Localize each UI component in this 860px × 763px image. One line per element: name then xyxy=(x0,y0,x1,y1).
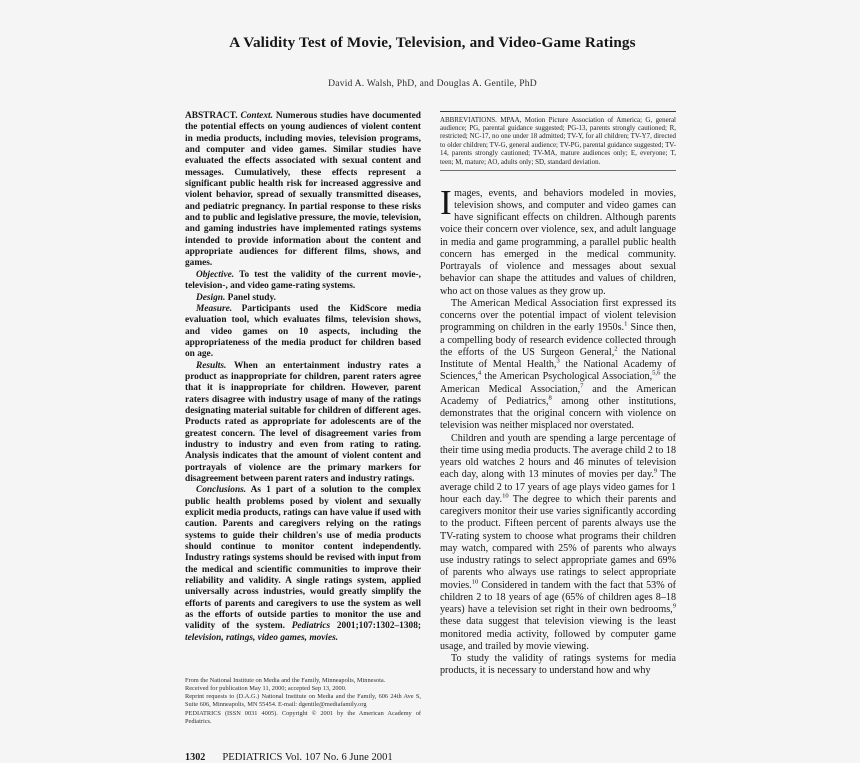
citation-journal: Pediatrics xyxy=(291,621,331,632)
citation-ref-3: 3 xyxy=(556,357,560,365)
abstract-conclusions-paragraph xyxy=(185,485,421,644)
abstract-design-text: Panel study. xyxy=(225,292,276,303)
citation-ref-1: 1 xyxy=(624,321,628,329)
body-p2-segment-a: The American Medical Association first expressed its concerns over the potential impact of violent television programming on children in the early 1950s. xyxy=(440,297,676,334)
abstract-section xyxy=(185,111,421,644)
body-p2-segment-h: among other institutions, demonstrates that the original concern with violence on television was neither misplaced nor overstated. xyxy=(440,395,676,432)
abstract-results-text: When an entertainment industry rates a product as inappropriate for children, parent raters agree that it is inappropriate for children. However, parent raters disagree with industry usage of many of the ratings designating material suitable for children of different ages. Products rated as appropriate for adolescents are of the greatest concern. The level of disagreement varies from industry to industry and even from rating to rating. Analysis indicates that the amount of violent content and portrayals of violence are the primary markers for disagreement between parent raters and industry ratings. xyxy=(185,360,421,484)
abbreviations-text: MPAA, Motion Picture Association of America; G, general audience; PG, parental guidance suggested; PG-13, parents strongly cautioned; R, restricted; NC-17, no one under 18 admitted; TV-Y, for all children; TV-Y7, directed to older children; TV-G, general audience; TV-PG, parental guidance suggested; TV-14, parents strongly cautioned; TV-MA, mature audiences only; E, everyone; T, teen; M, mature; AO, adults only; SD, standard deviation. xyxy=(440,115,676,166)
folio-page-number: 1302 xyxy=(185,751,206,763)
footnote-affiliation: From the National Institute on Media and the Family, Minneapolis, Minnesota. xyxy=(185,677,386,685)
footnote-received: Received for publication May 11, 2000; accepted Sep 13, 2000. xyxy=(185,685,347,693)
citation-ref-8: 8 xyxy=(548,394,552,402)
abbreviations-label: ABBREVIATIONS. xyxy=(440,115,497,124)
abstract-results-label: Results. xyxy=(196,360,227,371)
citation-pages: 1302–1308; xyxy=(375,621,421,632)
abstract-measure-label: Measure. xyxy=(196,303,233,314)
abstract-conclusions-text: As 1 part of a solution to the complex public health problems posed by violent and sexually explicit media products, ratings can have value if used with caution. Parents and caregivers relying on the ratings systems to guide their children's use of media products should continue to monitor content independently. Industry ratings systems should be revised with input from the medical and scientific communities to improve their reliability and validity. A single ratings system, applied universally across industries, would greatly simplify the efforts of parents and caregivers to use the system as well as the efforts of outside parties to monitor the use and validity of the system. xyxy=(185,485,421,632)
body-p2-segment-b: Since then, a compelling body of research evidence collected through the efforts of the US Surgeon General, xyxy=(440,322,677,358)
body-p3-segment-b: The average child 2 to 17 years of age plays video games for 1 hour each day. xyxy=(440,469,676,505)
citation-ref-9b: 9 xyxy=(672,602,676,610)
body-paragraph-1-text: mages, events, and behaviors modeled in movies, television shows, and computer and video games can have significant effects on children. Although parents voice their concern over violence, sex, and adult language in media and game programming, a parallel public health concern has emerged in the medical community. Portrayals of violence and messages about sexual behavior can shape the attitudes and values of children, who act on those values as they grow up. xyxy=(440,187,676,297)
citation-ref-10: 10 xyxy=(502,492,509,500)
right-column xyxy=(440,111,676,678)
author-line: David A. Walsh, PhD, and Douglas A. Gentile, PhD xyxy=(328,78,537,89)
abstract-design-paragraph xyxy=(185,293,421,304)
article-body xyxy=(440,182,677,678)
abstract-design-label: Design. xyxy=(196,292,226,303)
abbreviations-box xyxy=(440,111,676,171)
citation-volume: 2001;107: xyxy=(330,621,376,632)
page-footer xyxy=(185,752,421,763)
citation-ref-9: 9 xyxy=(653,468,658,476)
two-column-layout xyxy=(185,111,680,763)
body-paragraph-2 xyxy=(440,298,676,433)
body-p2-segment-d: the National Academy of Sciences, xyxy=(440,359,676,383)
body-p2-segment-e: the American Psychological Association, xyxy=(481,371,653,383)
footer-journal-line: PEDIATRICS Vol. 107 No. 6 June 2001 xyxy=(222,751,393,763)
body-p3-segment-a: Children and youth are spending a large percentage of their time using media products. The average child 2 to 18 years old watches 2 hours and 46 minutes of television each day, along with 13 minutes of movies per day. xyxy=(440,432,676,481)
body-p3-segment-d: Considered in tandem with the fact that 53% of children 2 to 18 years of age (65% of children ages 8–18 years) have a television set right in their own bedrooms, xyxy=(440,579,676,616)
page-title: A Validity Test of Movie, Television, and Video-Game Ratings xyxy=(229,34,636,51)
abstract-objective-text: To test the validity of the current movie-, television-, and video game-rating systems. xyxy=(185,269,421,292)
body-p2-segment-f: the American Medical Association, xyxy=(440,371,676,395)
body-p3-segment-e: these data suggest that television viewing is the least monitored media activity, followed by computer game usage, and trailed by movie viewing. xyxy=(440,616,676,652)
citation-ref-10b: 10 xyxy=(471,578,479,586)
citation-keywords: television, ratings, video games, movies. xyxy=(185,632,339,643)
footnote-block xyxy=(185,677,421,726)
abstract-conclusions-label: Conclusions. xyxy=(196,485,247,496)
citation-ref-5-6: 5,6 xyxy=(652,370,661,378)
body-p3-segment-c: The degree to which their parents and caregivers monitor their use varies significantly according to the product. Fifteen percent of parents always use the TV-rating system to choose what programs their children may watch, compared with 25% of parents who always use industry ratings to select appropriate games and 69% of parents who always use ratings to select appropriate movies. xyxy=(440,493,676,591)
abstract-context-label: Context. xyxy=(240,111,273,121)
citation-ref-7: 7 xyxy=(580,382,584,390)
abbreviations-paragraph xyxy=(440,116,676,167)
body-p2-segment-c: the National Institute of Mental Health, xyxy=(440,346,677,371)
abstract-heading-label: ABSTRACT. xyxy=(185,111,238,121)
body-paragraph-1 xyxy=(440,182,676,298)
footnote-copyright: PEDIATRICS (ISSN 0031 4005). Copyright © 2001 by the American Academy of Pediatrics. xyxy=(185,709,421,725)
citation-ref-2: 2 xyxy=(614,345,618,353)
abstract-measure-paragraph xyxy=(185,304,421,361)
body-paragraph-3 xyxy=(440,433,676,654)
abstract-measure-text: Participants used the KidScore media evaluation tool, which evaluates films, television shows, and video games on 10 aspects, including the appropriateness of the media product for children based on age. xyxy=(185,303,421,360)
footnote-reprint-requests: Reprint requests to (D.A.G.) National Institute on Media and the Family, 606 24th Ave S, Suite 606, Minneapolis, MN 55454. E-mail: dgentile@mediafamily.org xyxy=(185,693,421,709)
abstract-objective-paragraph xyxy=(185,270,421,293)
abstract-results-paragraph xyxy=(185,361,421,486)
abstract-objective-label: Objective. xyxy=(196,269,235,280)
drop-cap-letter: I xyxy=(440,182,452,222)
left-column xyxy=(185,111,421,763)
abstract-context-text: Numerous studies have documented the potential effects on young audiences of violent content in media products, including movies, television programs, and computer and video games. Similar studies have evaluated the effects associated with sexual content and messages. Cumulatively, these effects represent a significant public health risk for increased aggressive and violent behavior, spread of sexually transmitted diseases, and pediatric pregnancy. In partial response to these risks and to public and legislative pressure, the movie, television, and gaming industries have implemented ratings systems intended to provide information about the content and appropriate audiences for different films, shows, and games. xyxy=(185,111,421,269)
body-paragraph-4: To study the validity of ratings systems for media products, it is necessary to understand how and why xyxy=(440,653,676,677)
abstract-context-paragraph xyxy=(185,111,421,270)
body-p2-segment-g: and the American Academy of Pediatrics, xyxy=(440,383,676,407)
citation-ref-4: 4 xyxy=(477,370,482,378)
